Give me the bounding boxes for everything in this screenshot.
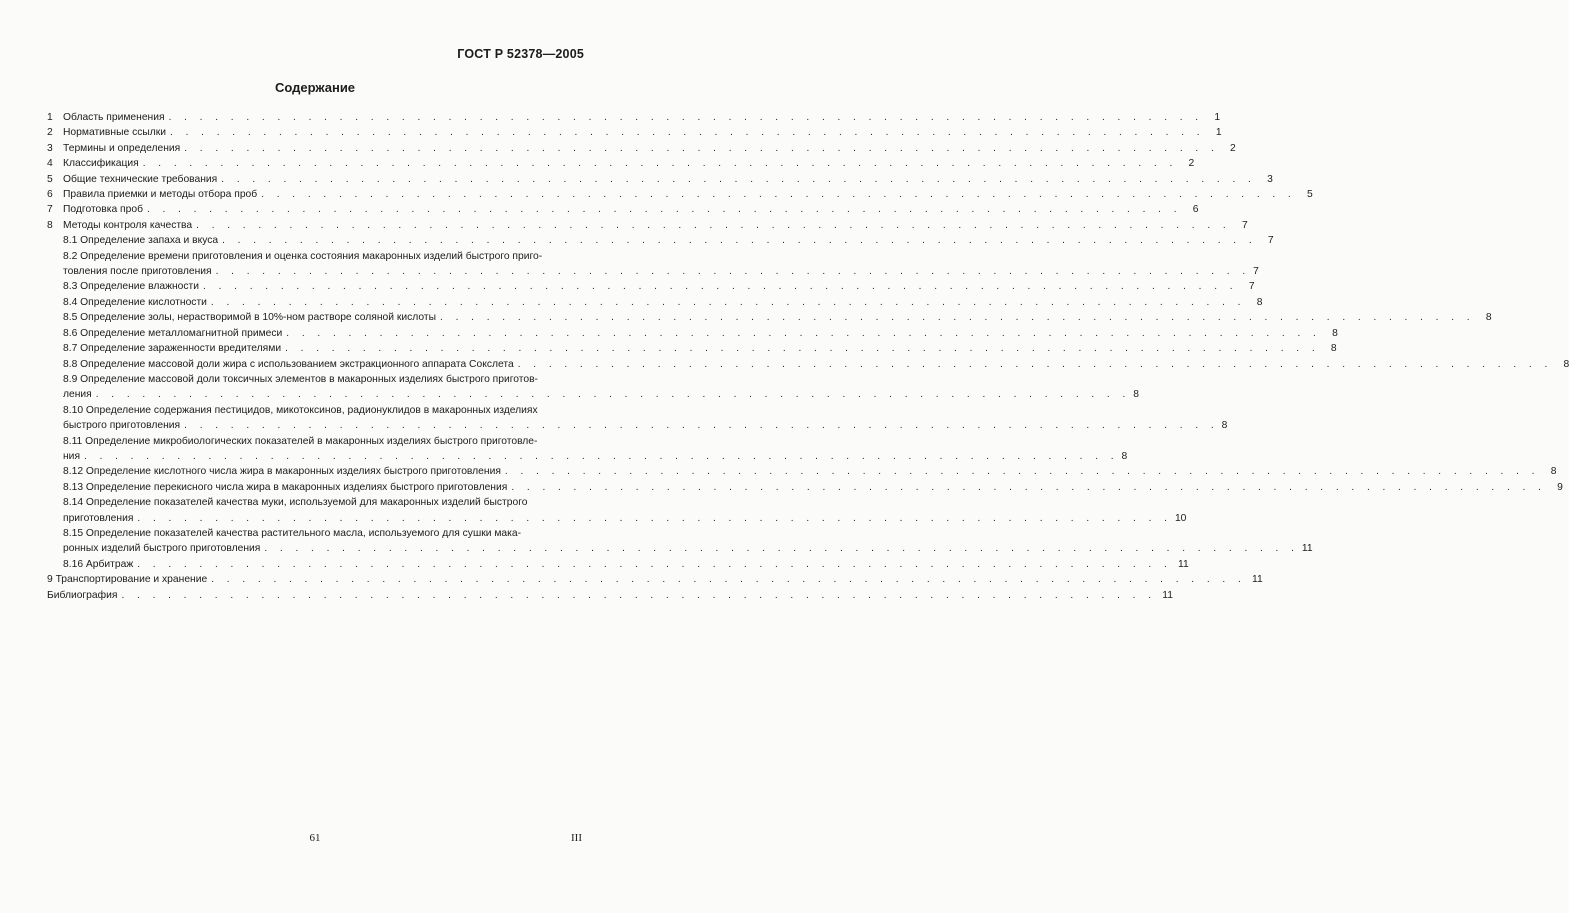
toc-entry[interactable]: 8 Методы контроля качества . . . . . . . . . . . . . . . . . . . . . . . . . . . . . . . . . . . . . . . . . . . . . . . . . . . . . . . . . . . . . . . . . . . 7 (47, 219, 1248, 231)
toc-entry[interactable]: 2 Нормативные ссылки . . . . . . . . . . . . . . . . . . . . . . . . . . . . . . . . . . . . . . . . . . . . . . . . . . . . . . . . . . . . . . . . . . . 1 (47, 127, 1222, 139)
toc-entry[interactable]: 9 Транспортирование и хранение . . . . . . . . . . . . . . . . . . . . . . . . . . . . . . . . . . . . . . . . . . . . . . . . . . . . . . . . . . . . . . . . . . . 11 (47, 574, 1263, 586)
toc-subentry[interactable]: 8.6 Определение металломагнитной примеси . . . . . . . . . . . . . . . . . . . . . . . . . . . . . . . . . . . . . . . . . . . . . . . . . . . . . . . . . . . . . . . . . . . 8 (63, 327, 1338, 339)
toc-entry[interactable]: 7 Подготовка проб . . . . . . . . . . . . . . . . . . . . . . . . . . . . . . . . . . . . . . . . . . . . . . . . . . . . . . . . . . . . . . . . . . . 6 (47, 204, 1199, 216)
toc-subentry[interactable]: 8.2 Определение времени приготовления и оценка состояния макаронных изделий быстрого приго- (63, 250, 543, 262)
toc-subentry-continuation[interactable]: быстрого приготовления . . . . . . . . . . . . . . . . . . . . . . . . . . . . . . . . . . . . . . . . . . . . . . . . . . . . . . . . . . . . . . . . . . . 8 (63, 420, 1228, 432)
table-of-contents (47, 110, 1569, 603)
toc-subentry[interactable]: 8.10 Определение содержания пестицидов, микотоксинов, радионуклидов в макаронных изделиях (63, 404, 538, 416)
toc-entry[interactable]: 1 Область применения . . . . . . . . . . . . . . . . . . . . . . . . . . . . . . . . . . . . . . . . . . . . . . . . . . . . . . . . . . . . . . . . . . . 1 (47, 112, 1221, 123)
toc-subentry-continuation[interactable]: ния . . . . . . . . . . . . . . . . . . . . . . . . . . . . . . . . . . . . . . . . . . . . . . . . . . . . . . . . . . . . . . . . . . . 8 (63, 450, 1128, 462)
toc-subentry[interactable]: 8.3 Определение влажности . . . . . . . . . . . . . . . . . . . . . . . . . . . . . . . . . . . . . . . . . . . . . . . . . . . . . . . . . . . . . . . . . . . 7 (63, 281, 1255, 293)
page-title: Содержание (274, 80, 356, 95)
toc-subentry[interactable]: 8.7 Определение зараженности вредителями . . . . . . . . . . . . . . . . . . . . . . . . . . . . . . . . . . . . . . . . . . . . . . . . . . . . . . . . . . . . . . . . . . . 8 (63, 343, 1337, 355)
toc-subentry[interactable]: 8.8 Определение массовой доли жира с использованием экстракционного аппарата Сокслета . . . . . . . . . . . . . . . . . . . . . . . . . . . . . . . . . . . . . . . . . . . . . . . . . . . . . . . . . . . . . . . . . . . 8 (63, 358, 1569, 370)
toc-entry[interactable]: 6 Правила приемки и методы отбора проб . . . . . . . . . . . . . . . . . . . . . . . . . . . . . . . . . . . . . . . . . . . . . . . . . . . . . . . . . . . . . . . . . . . 5 (47, 189, 1313, 201)
toc-subentry-continuation[interactable]: ления . . . . . . . . . . . . . . . . . . . . . . . . . . . . . . . . . . . . . . . . . . . . . . . . . . . . . . . . . . . . . . . . . . . 8 (63, 389, 1140, 401)
toc-subentry[interactable]: 8.1 Определение запаха и вкуса . . . . . . . . . . . . . . . . . . . . . . . . . . . . . . . . . . . . . . . . . . . . . . . . . . . . . . . . . . . . . . . . . . . 7 (63, 235, 1274, 247)
toc-subentry-continuation[interactable]: товления после приготовления . . . . . . . . . . . . . . . . . . . . . . . . . . . . . . . . . . . . . . . . . . . . . . . . . . . . . . . . . . . . . . . . . . . 7 (63, 266, 1259, 278)
page-number: 61 (309, 832, 321, 844)
toc-subentry[interactable]: 8.11 Определение микробиологических показателей в макаронных изделиях быстрого приготовле- (63, 435, 538, 447)
toc-subentry[interactable]: 8.4 Определение кислотности . . . . . . . . . . . . . . . . . . . . . . . . . . . . . . . . . . . . . . . . . . . . . . . . . . . . . . . . . . . . . . . . . . . 8 (63, 296, 1263, 308)
toc-subentry-continuation[interactable]: приготовления . . . . . . . . . . . . . . . . . . . . . . . . . . . . . . . . . . . . . . . . . . . . . . . . . . . . . . . . . . . . . . . . . . . 10 (63, 512, 1187, 524)
toc-subentry-continuation[interactable]: ронных изделий быстрого приготовления . . . . . . . . . . . . . . . . . . . . . . . . . . . . . . . . . . . . . . . . . . . . . . . . . . . . . . . . . . . . . . . . . . . 11 (63, 543, 1313, 555)
toc-entry-bibliography[interactable]: Библиография . . . . . . . . . . . . . . . . . . . . . . . . . . . . . . . . . . . . . . . . . . . . . . . . . . . . . . . . . . . . . . . . . . . 11 (47, 589, 1173, 601)
toc-subentry[interactable]: 8.16 Арбитраж . . . . . . . . . . . . . . . . . . . . . . . . . . . . . . . . . . . . . . . . . . . . . . . . . . . . . . . . . . . . . . . . . . . 11 (63, 558, 1189, 570)
toc-subentry[interactable]: 8.9 Определение массовой доли токсичных элементов в макаронных изделиях быстрого приготов- (63, 373, 538, 385)
roman-page-number: III (571, 832, 582, 844)
toc-entry[interactable]: 4 Классификация . . . . . . . . . . . . . . . . . . . . . . . . . . . . . . . . . . . . . . . . . . . . . . . . . . . . . . . . . . . . . . . . . . . 2 (47, 158, 1195, 170)
toc-entry[interactable]: 5 Общие технические требования . . . . . . . . . . . . . . . . . . . . . . . . . . . . . . . . . . . . . . . . . . . . . . . . . . . . . . . . . . . . . . . . . . . 3 (47, 173, 1273, 185)
toc-entry[interactable]: 3 Термины и определения . . . . . . . . . . . . . . . . . . . . . . . . . . . . . . . . . . . . . . . . . . . . . . . . . . . . . . . . . . . . . . . . . . . 2 (47, 142, 1236, 154)
document-code: ГОСТ Р 52378—2005 (457, 47, 584, 61)
toc-subentry[interactable]: 8.5 Определение золы, нерастворимой в 10%-ном растворе соляной кислоты . . . . . . . . . . . . . . . . . . . . . . . . . . . . . . . . . . . . . . . . . . . . . . . . . . . . . . . . . . . . . . . . . . . 8 (63, 312, 1492, 324)
toc-subentry[interactable]: 8.14 Определение показателей качества муки, используемой для макаронных изделий быстрого (63, 497, 528, 509)
toc-subentry[interactable]: 8.13 Определение перекисного числа жира в макаронных изделиях быстрого приготовления . . . . . . . . . . . . . . . . . . . . . . . . . . . . . . . . . . . . . . . . . . . . . . . . . . . . . . . . . . . . . . . . . . . 9 (63, 481, 1563, 493)
toc-subentry[interactable]: 8.12 Определение кислотного числа жира в макаронных изделиях быстрого приготовления . . . . . . . . . . . . . . . . . . . . . . . . . . . . . . . . . . . . . . . . . . . . . . . . . . . . . . . . . . . . . . . . . . . 8 (63, 466, 1557, 478)
toc-subentry[interactable]: 8.15 Определение показателей качества растительного масла, используемого для сушки мака- (63, 527, 522, 539)
